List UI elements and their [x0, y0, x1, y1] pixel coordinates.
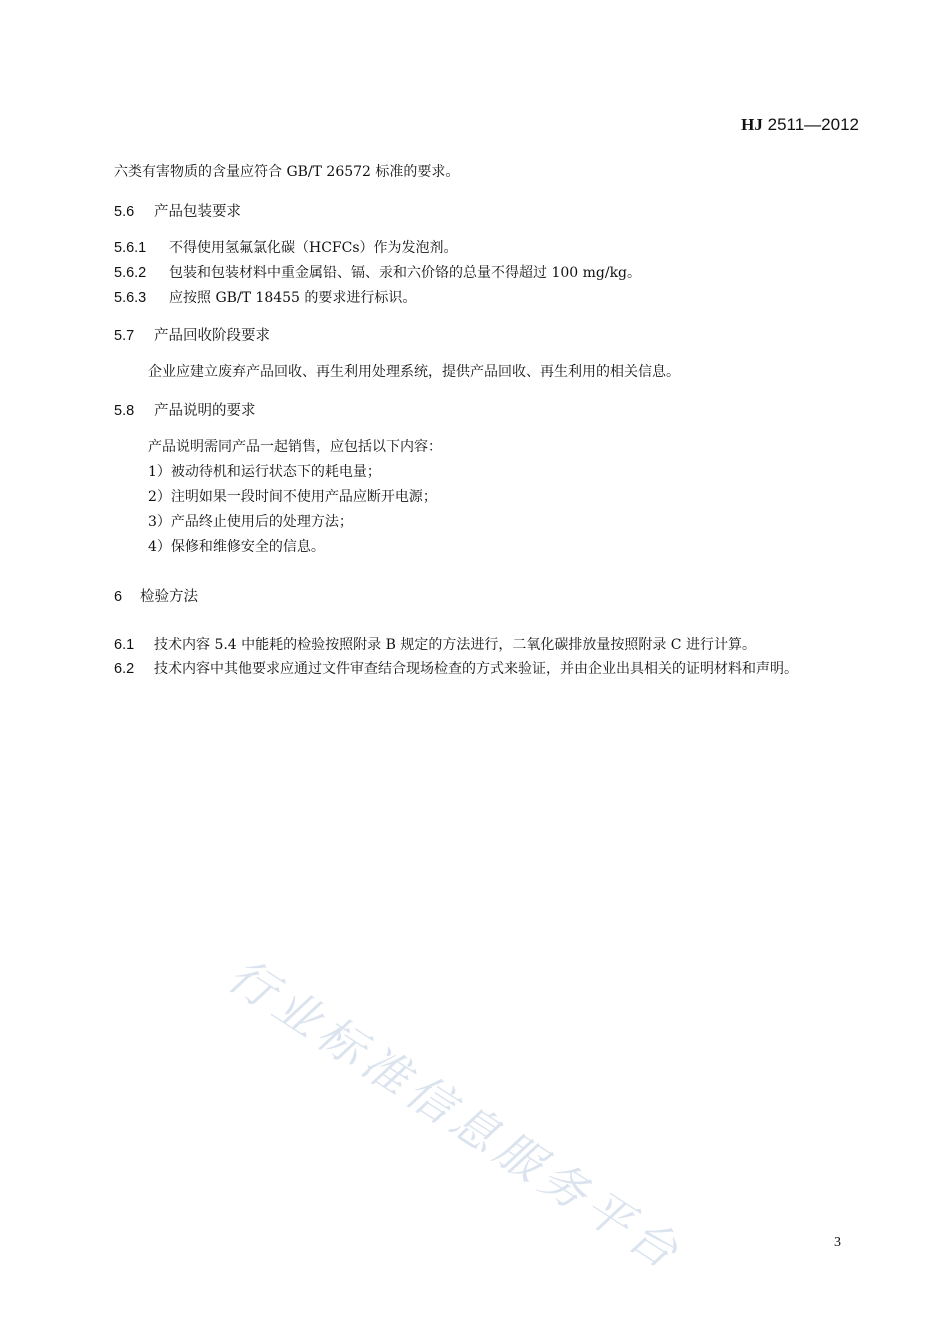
intro-line: 六类有害物质的含量应符合 GB/T 26572 标准的要求。 [114, 164, 460, 180]
section-number: 5.8 [114, 403, 135, 419]
section-5-6-heading [114, 200, 241, 221]
section-title: 产品回收阶段要求 [154, 328, 270, 344]
list-item: 2）注明如果一段时间不使用产品应断开电源； [148, 489, 437, 505]
clause-text: 技术内容 5.4 中能耗的检验按照附录 B 规定的方法进行，二氧化碳排放量按照附录 C 进行计算。 [154, 637, 756, 653]
list-item: 4）保修和维修安全的信息。 [148, 539, 325, 555]
clause-number: 6.2 [114, 661, 135, 677]
section-title: 产品包装要求 [154, 204, 241, 220]
clause-number: 5.6.3 [114, 290, 147, 306]
section-5-7-heading [114, 324, 270, 345]
list-item: 1）被动待机和运行状态下的耗电量； [148, 464, 381, 480]
clause-6-1 [114, 634, 756, 654]
section-5-8-heading [114, 399, 256, 420]
list-item: 3）产品终止使用后的处理方法； [148, 514, 353, 530]
section-title: 检验方法 [140, 589, 198, 605]
clause-number: 6.1 [114, 637, 135, 653]
clause-text: 不得使用氢氟氯化碳（HCFCs）作为发泡剂。 [169, 240, 458, 256]
document-code-number: 2511—2012 [767, 115, 859, 134]
watermark: 行业标准信息服务平台 [218, 947, 693, 1282]
page-number: 3 [834, 1235, 841, 1250]
document-code-prefix: HJ [741, 115, 763, 134]
section-title: 产品说明的要求 [154, 403, 256, 419]
clause-number: 5.6.2 [114, 265, 147, 281]
clause-5-6-3 [114, 287, 416, 307]
clause-text: 包装和包装材料中重金属铅、镉、汞和六价铬的总量不得超过 100 mg/kg。 [169, 265, 642, 281]
clause-text: 技术内容中其他要求应通过文件审查结合现场检查的方式来验证，并由企业出具相关的证明材料和声明。 [154, 661, 798, 677]
clause-number: 5.6.1 [114, 240, 147, 256]
section-6-heading [114, 585, 198, 606]
section-number: 6 [114, 589, 123, 605]
clause-5-6-2 [114, 262, 641, 282]
section-number: 5.6 [114, 204, 135, 220]
section-5-8-lead: 产品说明需同产品一起销售，应包括以下内容： [148, 439, 442, 455]
section-5-7-text: 企业应建立废弃产品回收、再生利用处理系统，提供产品回收、再生利用的相关信息。 [148, 364, 680, 380]
clause-5-6-1 [114, 237, 458, 257]
clause-text: 应按照 GB/T 18455 的要求进行标识。 [169, 290, 417, 306]
clause-6-2 [114, 656, 860, 682]
document-code [741, 115, 859, 135]
section-number: 5.7 [114, 328, 135, 344]
